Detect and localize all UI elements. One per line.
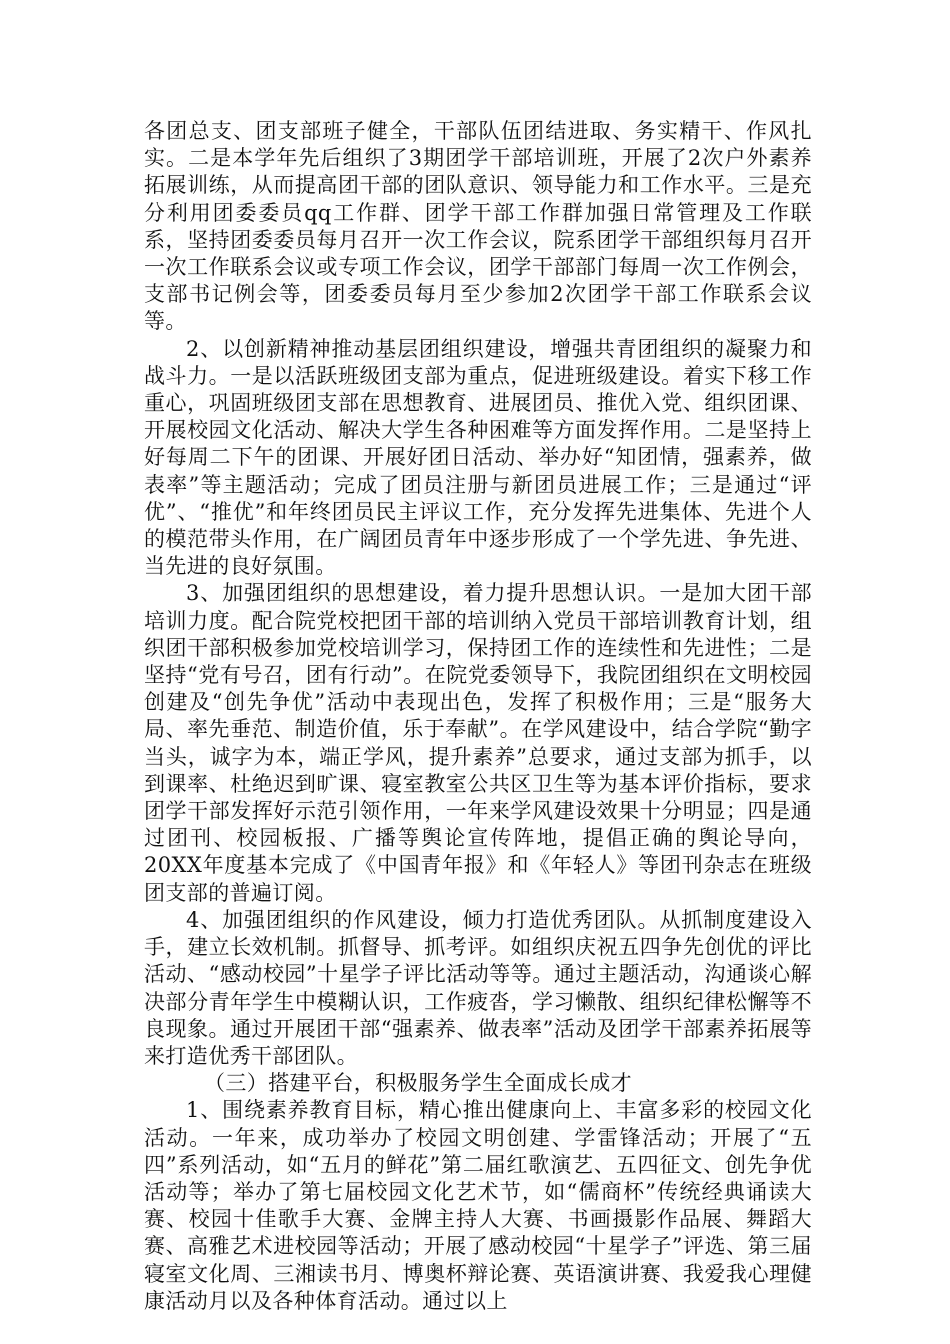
section-heading: （三）搭建平台，积极服务学生全面成长成才 bbox=[204, 1071, 632, 1096]
paragraph-continuation: 各团总支、团支部班子健全，干部队伍团结进取、务实精干、作风扎实。二是本学年先后组织了3期团学干部培训班，开展了2次户外素养拓展训练，从而提高团干部的团队意识、领导能力和工作水平。三是充分利用团委委员qq工作群、团学干部工作群加强日常管理及工作联系，坚持团委委员每月召开一次工作会议，院系团学干部组织每月召开一次工作联系会议或专项工作会议，团学干部部门每周一次工作例会，支部书记例会等，团委委员每月至少参加2次团学干部工作联系会议等。 bbox=[144, 119, 812, 334]
paragraph-item-1: 1、围绕素养教育目标，精心推出健康向上、丰富多彩的校园文化活动。一年来，成功举办了校园文明创建、学雷锋活动；开展了“五四”系列活动，如“五月的鲜花”第二届红歌演艺、五四征文、创先争优活动等；举办了第七届校园文化艺术节，如“儒商杯”传统经典诵读大赛、校园十佳歌手大赛、金牌主持人大赛、书画摄影作品展、舞蹈大赛、高雅艺术进校园等活动；开展了感动校园“十星学子”评选、第三届寝室文化周、三湘读书月、博奥杯辩论赛、英语演讲赛、我爱我心理健康活动月以及各种体育活动。通过以上 bbox=[144, 1098, 812, 1313]
document-page bbox=[144, 118, 812, 1315]
paragraph-item-4: 4、加强团组织的作风建设，倾力打造优秀团队。从抓制度建设入手，建立长效机制。抓督导、抓考评。如组织庆祝五四争先创优的评比活动、“感动校园”十星学子评比活动等等。通过主题活动，沟通谈心解决部分青年学生中模糊认识，工作疲沓，学习懒散、组织纪律松懈等不良现象。通过开展团干部“强素养、做表率”活动及团学干部素养拓展等来打造优秀干部团队。 bbox=[144, 907, 812, 1068]
paragraph-item-3: 3、加强团组织的思想建设，着力提升思想认识。一是加大团干部培训力度。配合院党校把团干部的培训纳入党员干部培训教育计划，组织团干部积极参加党校培训学习，保持团工作的连续性和先进性；二是坚持“党有号召，团有行动”。在院党委领导下，我院团组织在文明校园创建及“创先争优”活动中表现出色，发挥了积极作用；三是“服务大局、率先垂范、制造价值，乐于奉献”。在学风建设中，结合学院“勤字当头，诚字为本，端正学风，提升素养”总要求，通过支部为抓手，以到课率、杜绝迟到旷课、寝室教室公共区卫生等为基本评价指标，要求团学干部发挥好示范引领作用，一年来学风建设效果十分明显；四是通过团刊、校园板报、广播等舆论宣传阵地，提倡正确的舆论导向，20XX年度基本完成了《中国青年报》和《年轻人》等团刊杂志在班级团支部的普遍订阅。 bbox=[144, 581, 812, 905]
paragraph-item-2: 2、以创新精神推动基层团组织建设，增强共青团组织的凝聚力和战斗力。一是以活跃班级团支部为重点，促进班级建设。着实下移工作重心，巩固班级团支部在思想教育、进展团员、推优入党、组织团课、开展校园文化活动、解决大学生各种困难等方面发挥作用。二是坚持上好每周二下午的团课、开展好团日活动、举办好“知团情，强素养，做表率”等主题活动；完成了团员注册与新团员进展工作；三是通过“评优”、“推优”和年终团员民主评议工作，充分发挥先进集体、先进个人的模范带头作用，在广阔团员青年中逐步形成了一个学先进、争先进、当先进的良好氛围。 bbox=[144, 336, 812, 579]
